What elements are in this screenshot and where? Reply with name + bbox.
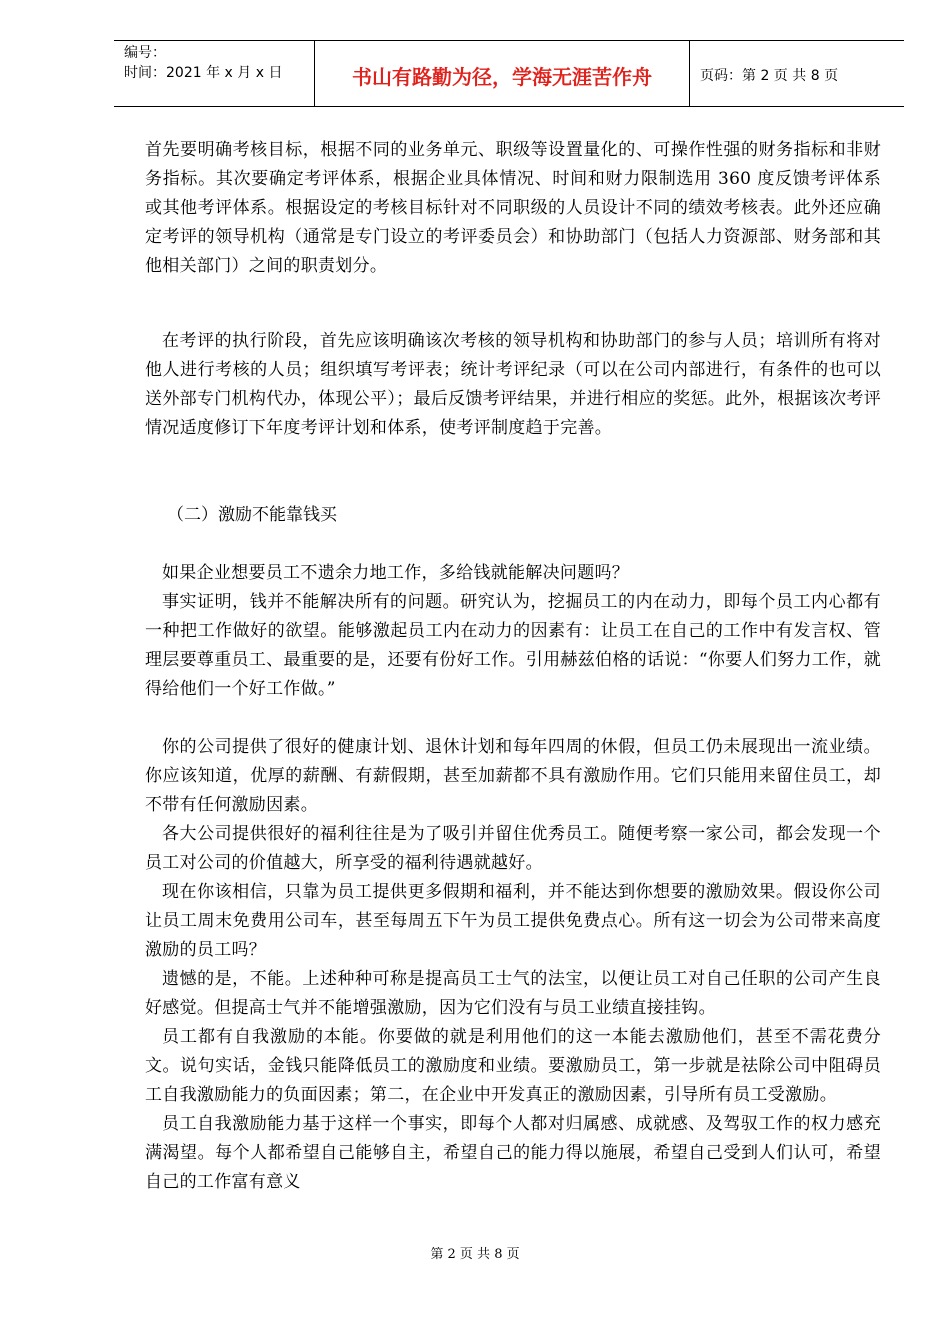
section-heading: （二）激励不能靠钱买 xyxy=(167,505,337,525)
document-body xyxy=(145,136,881,1197)
paragraph: 你的公司提供了很好的健康计划、退休计划和每年四周的休假，但员工仍未展现出一流业绩。你应该知道，优厚的薪酬、有薪假期，甚至加薪都不具有激励作用。它们只能用来留住员工，却不带有任何激励因素。 xyxy=(145,737,881,815)
page-header xyxy=(114,40,904,107)
paragraph: 员工自我激励能力基于这样一个事实，即每个人都对归属感、成就感、及驾驭工作的权力感充满渴望。每个人都希望自己能够自主，希望自己的能力得以施展，希望自己受到人们认可，希望自己的工作富有意义 xyxy=(145,1114,881,1192)
document-time-label: 时间：2021 年 x 月 x 日 xyxy=(124,65,283,81)
paragraph: 如果企业想要员工不遗余力地工作，多给钱就能解决问题吗？ xyxy=(162,563,630,583)
paragraph: 现在你该相信，只靠为员工提供更多假期和福利，并不能达到你想要的激励效果。假设你公司让员工周末免费用公司车，甚至每周五下午为员工提供免费点心。所有这一切会为公司带来高度激励的员工吗？ xyxy=(145,882,881,960)
paragraph: 首先要明确考核目标，根据不同的业务单元、职级等设置量化的、可操作性强的财务指标和非财务指标。其次要确定考评体系，根据企业具体情况、时间和财力限制选用 360 度反馈考评体系或其他考评体系。根据设定的考核目标针对不同职级的人员设计不同的绩效考核表。此外还应确定考评的领导机构（通常是专门设立的考评委员会）和协助部门（包括人力资源部、财务部和其他相关部门）之间的职责划分。 xyxy=(145,140,881,276)
header-motto: 书山有路勤为径，学海无涯苦作舟 xyxy=(315,41,690,106)
paragraph: 各大公司提供很好的福利往往是为了吸引并留住优秀员工。随便考察一家公司，都会发现一个员工对公司的价值越大，所享受的福利待遇就越好。 xyxy=(145,824,881,873)
page-footer: 第 2 页 共 8 页 xyxy=(430,1247,520,1262)
paragraph: 员工都有自我激励的本能。你要做的就是利用他们的这一本能去激励他们，甚至不需花费分文。说句实话，金钱只能降低员工的激励度和业绩。要激励员工，第一步就是祛除公司中阻碍员工自我激励能力的负面因素；第二，在企业中开发真正的激励因素，引导所有员工受激励。 xyxy=(145,1027,881,1105)
paragraph: 遗憾的是，不能。上述种种可称是提高员工士气的法宝，以便让员工对自己任职的公司产生良好感觉。但提高士气并不能增强激励，因为它们没有与员工业绩直接挂钩。 xyxy=(145,969,881,1018)
document-number-label: 编号： xyxy=(124,45,166,61)
paragraph: 事实证明，钱并不能解决所有的问题。研究认为，挖掘员工的内在动力，即每个员工内心都有一种把工作做好的欲望。能够激起员工内在动力的因素有：让员工在自己的工作中有发言权、管理层要尊重员工、最重要的是，还要有份好工作。引用赫兹伯格的话说：“你要人们努力工作，就得给他们一个好工作做。” xyxy=(145,592,881,699)
paragraph: 在考评的执行阶段，首先应该明确该次考核的领导机构和协助部门的参与人员；培训所有将对他人进行考核的人员；组织填写考评表；统计考评纪录（可以在公司内部进行，有条件的也可以送外部专门机构代办，体现公平）；最后反馈考评结果，并进行相应的奖惩。此外，根据该次考评情况适度修订下年度考评计划和体系，使考评制度趋于完善。 xyxy=(145,331,881,438)
header-page-info: 页码：第 2 页 共 8 页 xyxy=(700,67,839,84)
header-meta xyxy=(114,41,315,106)
